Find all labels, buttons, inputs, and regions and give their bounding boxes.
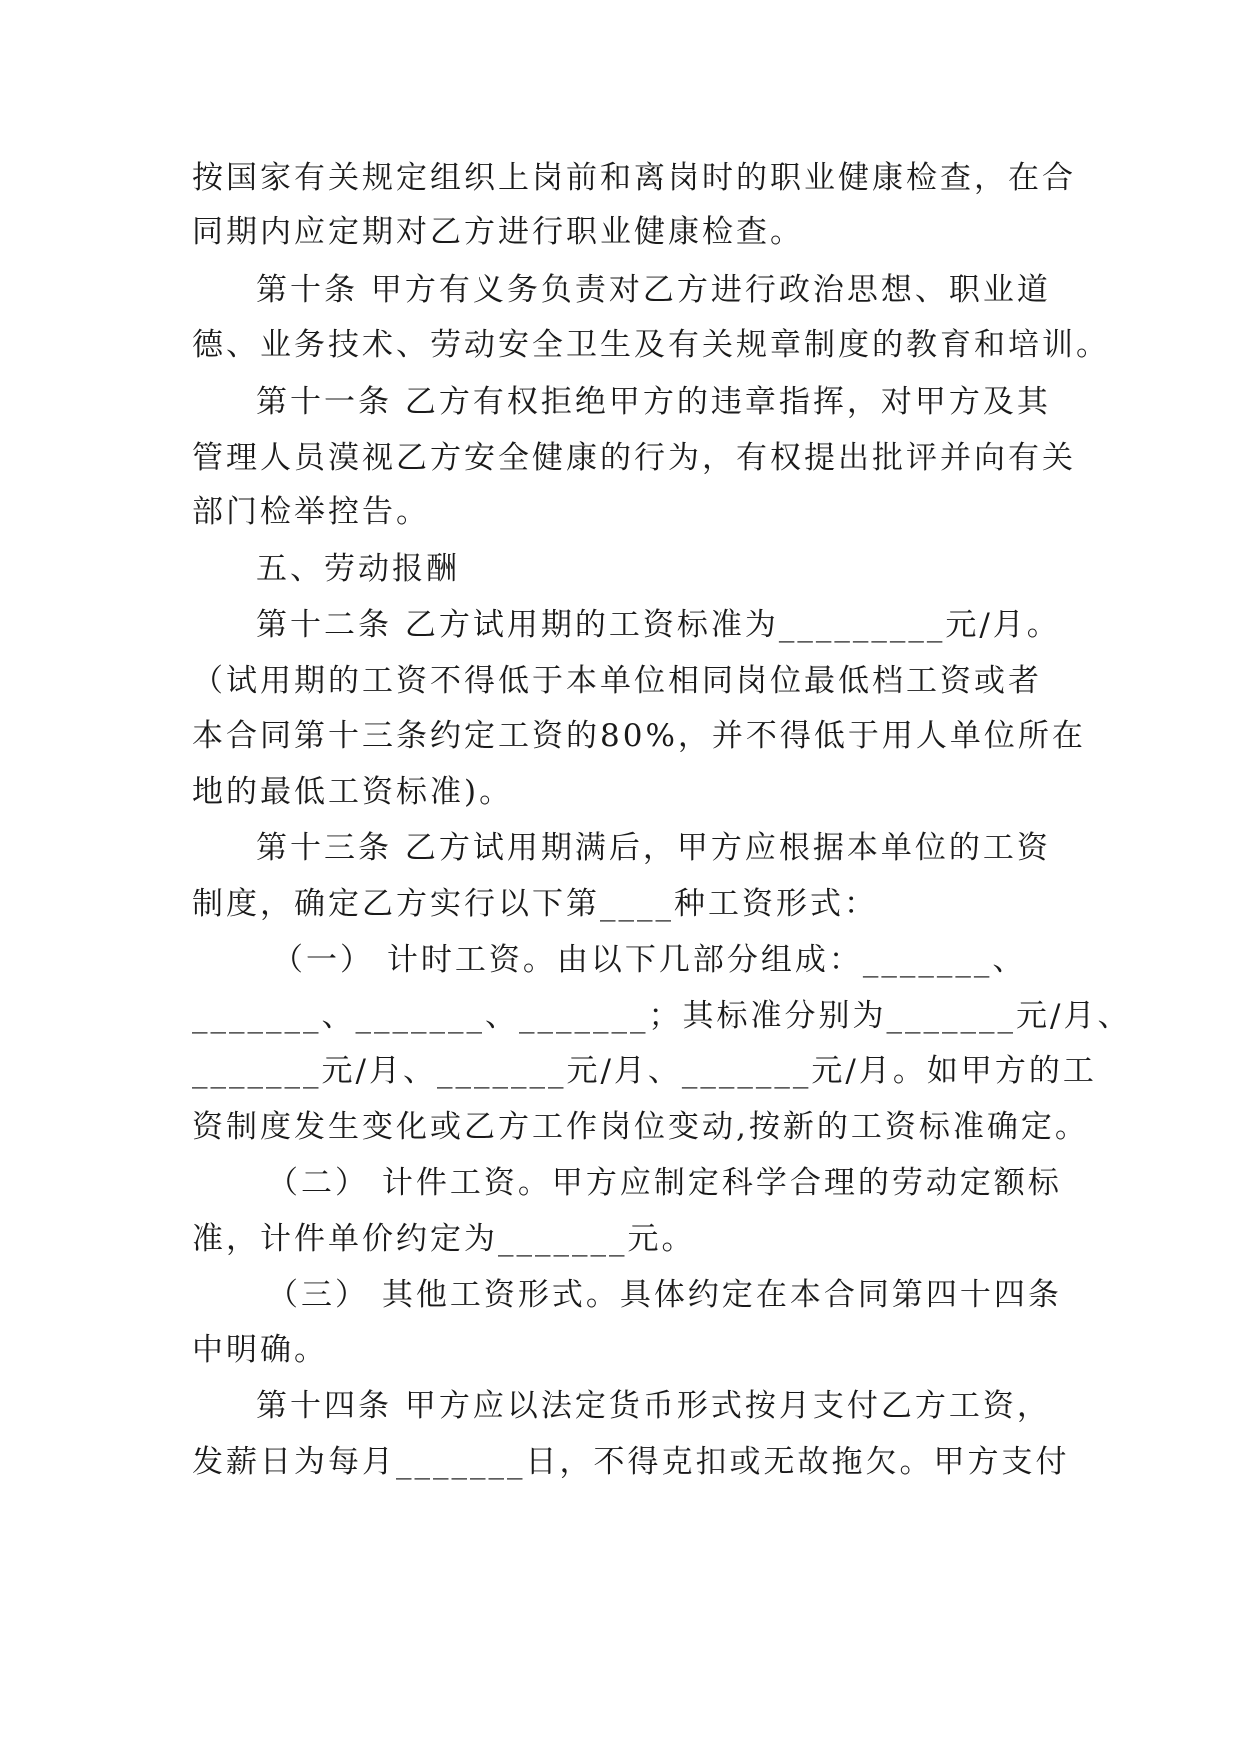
text-line: 按国家有关规定组织上岗前和离岗时的职业健康检查，在合 [192,160,1076,196]
section-heading: 五、劳动报酬 [256,551,460,587]
text-line: _______、_______、_______；其标准分别为_______元/月、 [192,998,1132,1034]
article-11-heading-line: 第十一条 乙方有权拒绝甲方的违章指挥，对甲方及其 [256,384,1051,420]
article-13-heading-line: 第十三条 乙方试用期满后，甲方应根据本单位的工资 [256,830,1051,866]
text-line: 准，计件单价约定为_______元。 [192,1221,696,1257]
text-line: 中明确。 [192,1332,328,1368]
text-line: 地的最低工资标准)。 [192,774,514,810]
clause-2-line: （二） 计件工资。甲方应制定科学合理的劳动定额标 [267,1165,1062,1201]
text-line: _______元/月、_______元/月、_______元/月。如甲方的工 [192,1053,1097,1089]
text-line: 同期内应定期对乙方进行职业健康检查。 [192,214,804,250]
clause-1-line: （一） 计时工资。由以下几部分组成：_______、 [272,942,1027,978]
text-line: 德、业务技术、劳动安全卫生及有关规章制度的教育和培训。 [192,327,1110,363]
text-line: 本合同第十三条约定工资的80%，并不得低于用人单位所在 [192,718,1086,754]
article-10-heading-line: 第十条 甲方有义务负责对乙方进行政治思想、职业道 [256,272,1051,308]
article-12-heading-line: 第十二条 乙方试用期的工资标准为_________元/月。 [256,607,1061,643]
article-14-heading-line: 第十四条 甲方应以法定货币形式按月支付乙方工资， [256,1388,1051,1424]
text-line: 管理人员漠视乙方安全健康的行为，有权提出批评并向有关 [192,440,1076,476]
text-line: 资制度发生变化或乙方工作岗位变动,按新的工资标准确定。 [192,1109,1089,1145]
clause-3-line: （三） 其他工资形式。具体约定在本合同第四十四条 [267,1277,1062,1313]
text-line: （试用期的工资不得低于本单位相同岗位最低档工资或者 [192,663,1042,699]
text-line: 部门检举控告。 [192,494,430,530]
text-line: 制度，确定乙方实行以下第____种工资形式： [192,886,878,922]
text-line: 发薪日为每月_______日，不得克扣或无故拖欠。甲方支付 [192,1444,1070,1480]
